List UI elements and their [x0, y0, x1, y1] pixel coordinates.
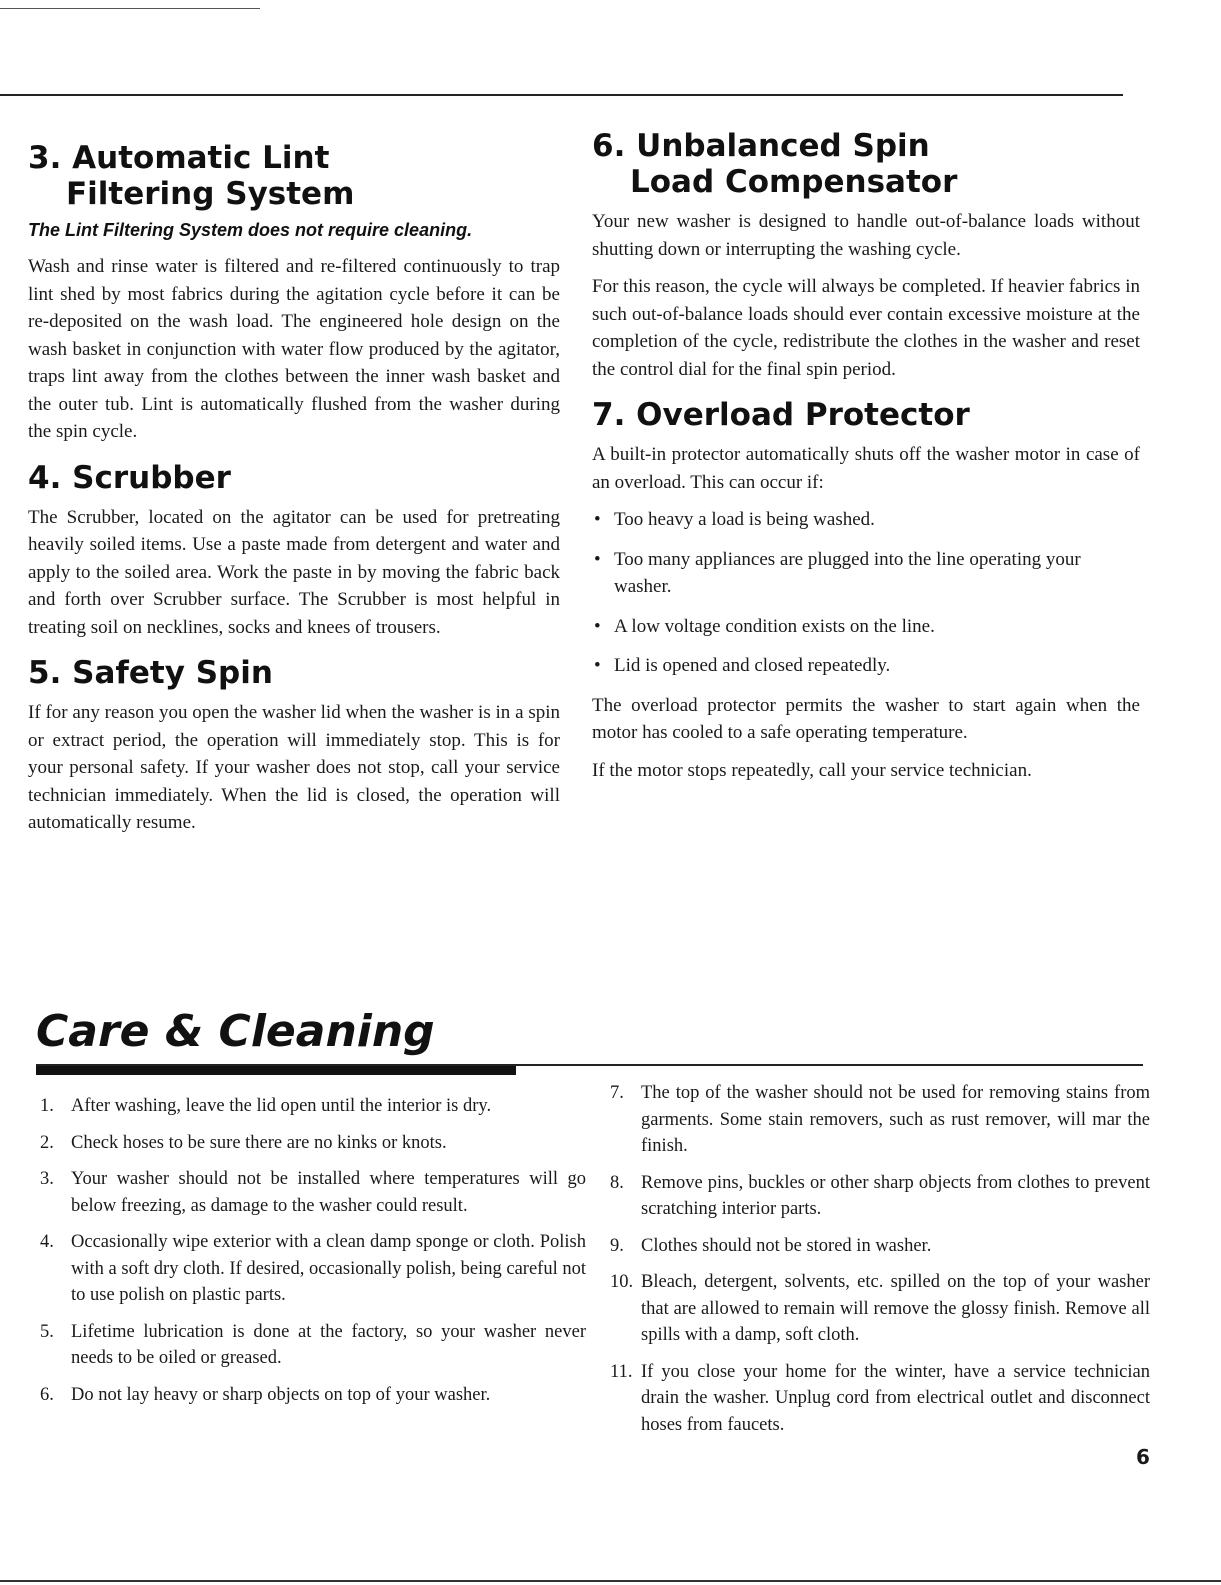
section-number: 5.	[28, 655, 62, 691]
care-title-thick-rule	[36, 1066, 516, 1075]
section-heading-unbalanced-spin	[592, 128, 1140, 200]
section-number: 3.	[28, 140, 62, 176]
left-column	[28, 140, 560, 851]
section-heading-safety-spin	[28, 655, 560, 691]
overload-causes-list	[592, 506, 1140, 680]
list-item: 3. Your washer should not be installed where temperatures will go below freezing, as damage to the washer could result.	[40, 1169, 586, 1216]
section-number: 7.	[592, 397, 626, 433]
section-safety-spin	[28, 655, 560, 837]
section-heading-lint-filtering	[28, 140, 560, 212]
section-scrubber	[28, 460, 560, 642]
section-lint-filtering	[28, 140, 560, 446]
paragraph: If for any reason you open the washer lid when the washer is in a spin or extract period, the operation will immediately stop. This is for your personal safety. If your washer does not stop, call your service technician immediately. When the lid is closed, the operation will automatically resume.	[28, 702, 560, 833]
paragraph: If the motor stops repeatedly, call your service technician.	[592, 759, 1032, 781]
paragraph: Your new washer is designed to handle out-of-balance loads without shutting down or interrupting the washing cycle.	[592, 211, 1140, 260]
section-title-line2: Load Compensator	[630, 164, 958, 200]
section-number: 6.	[592, 128, 626, 164]
list-item: 8. Remove pins, buckles or other sharp objects from clothes to prevent scratching interior parts.	[610, 1172, 1150, 1219]
bullet-icon: •	[594, 655, 601, 676]
list-item: 2. Check hoses to be sure there are no kinks or knots.	[40, 1132, 447, 1153]
paragraph: The overload protector permits the washer to start again when the motor has cooled to a safe operating temperature.	[592, 694, 1140, 743]
section-title-line2: Filtering System	[66, 176, 355, 212]
list-item: • A low voltage condition exists on the line.	[592, 613, 1140, 641]
right-column	[592, 128, 1140, 798]
section-heading-scrubber	[28, 460, 560, 496]
list-item: • Lid is opened and closed repeatedly.	[592, 652, 1140, 680]
bottom-rule	[0, 1580, 1221, 1582]
list-item: 10. Bleach, detergent, solvents, etc. spilled on the top of your washer that are allowed to remain will remove the glossy finish. Remove all spills with a damp, soft cloth.	[610, 1272, 1150, 1345]
section-title: Safety Spin	[72, 655, 273, 691]
bullet-icon: •	[594, 509, 601, 530]
care-list-right	[610, 1080, 1150, 1448]
section-number: 4.	[28, 459, 62, 496]
section-unbalanced-spin	[592, 128, 1140, 383]
list-item: • Too many appliances are plugged into the line operating your washer.	[592, 546, 1140, 601]
list-item: 6. Do not lay heavy or sharp objects on top of your washer.	[40, 1384, 491, 1405]
section-title-line1: Automatic Lint	[72, 140, 330, 176]
section-overload-protector	[592, 397, 1140, 784]
paragraph: Wash and rinse water is filtered and re-filtered continuously to trap lint shed by most fabrics during the agitation cycle before it can be re-deposited on the wash load. The engineered hole design on the wash basket in conjunction with water flow produced by the agitator, traps lint away from the clothes between the inner wash basket and the outer tub. Lint is automatically flushed from the washer during the spin cycle.	[28, 256, 560, 442]
care-list-left	[40, 1093, 586, 1418]
paragraph: A built-in protector automatically shuts off the washer motor in case of an overload. This can occur if:	[592, 444, 1140, 493]
list-item: 1. After washing, leave the lid open until the interior is dry.	[40, 1096, 492, 1116]
section-title: Overload Protector	[636, 397, 970, 433]
care-cleaning-title: Care & Cleaning	[36, 1006, 435, 1057]
list-item: 9. Clothes should not be stored in washer.	[610, 1235, 932, 1256]
list-item: 7. The top of the washer should not be used for removing stains from garments. Some stain removers, such as rust remover, will mar the finish.	[610, 1083, 1150, 1156]
page-number: 6	[1136, 1445, 1150, 1469]
section-heading-overload-protector	[592, 397, 1140, 433]
bullet-icon: •	[594, 615, 601, 637]
list-item: 5. Lifetime lubrication is done at the factory, so your washer never needs to be oiled or greased.	[40, 1321, 586, 1368]
paragraph: The Scrubber, located on the agitator can be used for pretreating heavily soiled items. Use a paste made from detergent and water and apply to the soiled area. Work the paste in by moving the fabric back and forth over Scrubber surface. The Scrubber is most helpful in treating soil on necklines, socks and knees of trousers.	[28, 506, 560, 638]
header-rule	[0, 94, 1123, 96]
list-item: 11. If you close your home for the winter, have a service technician drain the washer. Unplug cord from electrical outlet and disconnect hoses from faucets.	[610, 1361, 1150, 1435]
list-item: 4. Occasionally wipe exterior with a clean damp sponge or cloth. Polish with a soft dry cloth. If desired, occasionally polish, being careful not to use polish on plastic parts.	[40, 1232, 586, 1305]
paragraph: For this reason, the cycle will always be completed. If heavier fabrics in such out-of-balance loads should ever contain excessive moisture at the completion of the cycle, redistribute the clothes in the washer and reset the control dial for the final spin period.	[592, 276, 1140, 380]
section-title-line1: Unbalanced Spin	[636, 128, 930, 164]
section-title: Scrubber	[72, 459, 231, 496]
list-item: • Too heavy a load is being washed.	[592, 506, 1140, 534]
section-subhead: The Lint Filtering System does not require cleaning.	[28, 220, 473, 240]
top-left-rule	[0, 8, 260, 9]
bullet-icon: •	[594, 548, 601, 570]
